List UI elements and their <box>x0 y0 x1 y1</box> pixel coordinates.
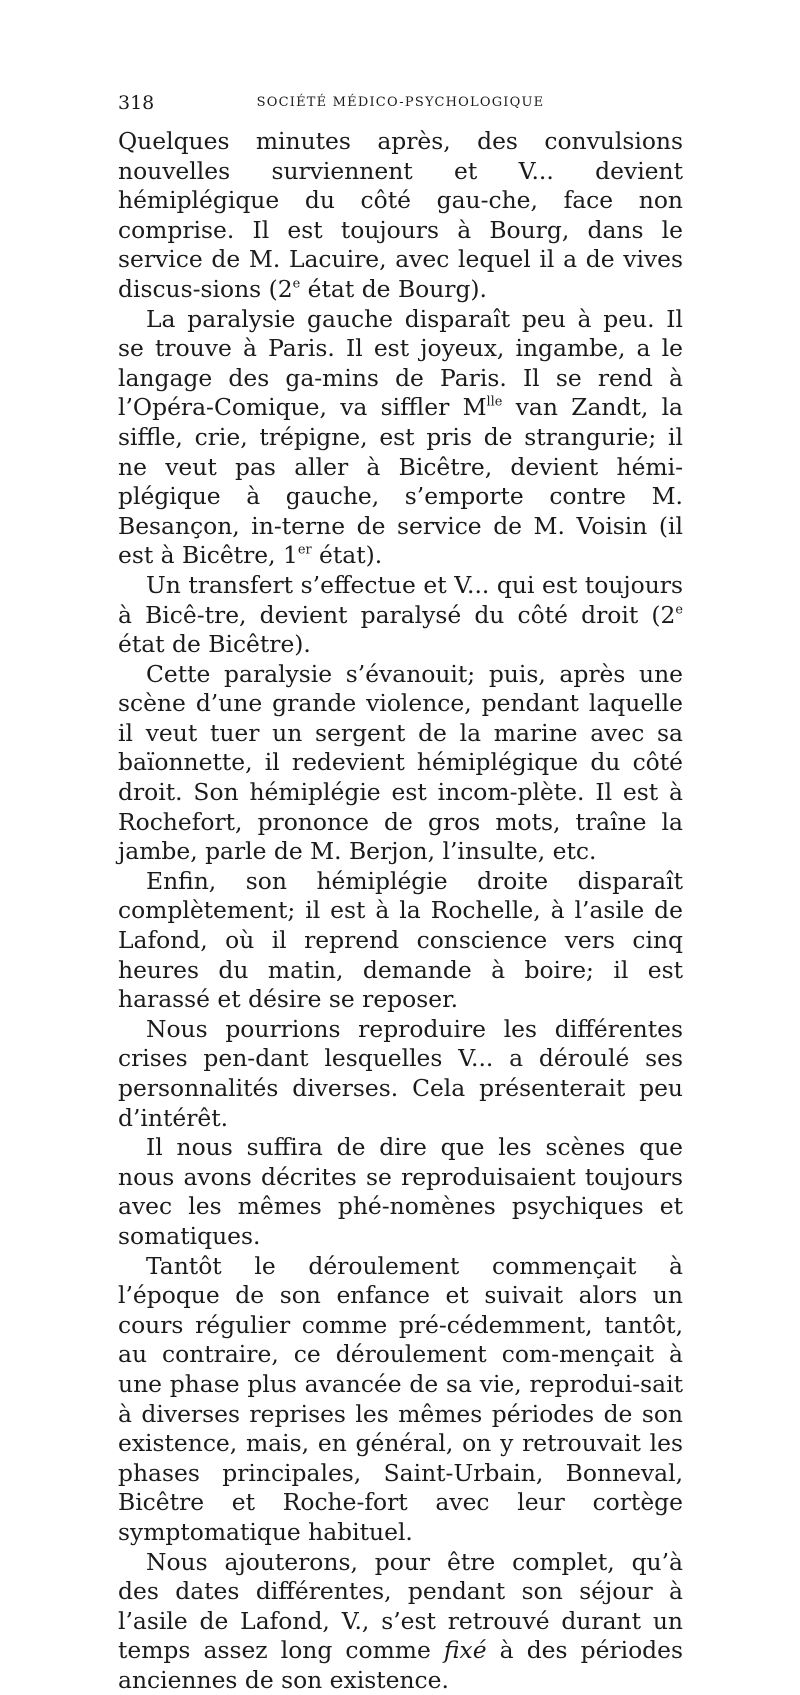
paragraph: Nous ajouterons, pour être complet, qu’à des dates différentes, pendant son séjour à l’asile de Lafond, V., s’est retrouvé durant un temps assez long comme fixé à des périodes anciennes de son existence. <box>118 1548 683 1695</box>
paragraph: Quelques minutes après, des convulsions nouvelles surviennent et V... devient hémiplégique du côté gau-che, face non comprise. Il est toujours à Bourg, dans le service de M. Lacuire, avec lequel il a de vives discus-sions (2e état de Bourg). <box>118 127 683 305</box>
body-text <box>118 127 683 1695</box>
page-header <box>118 92 683 120</box>
paragraph: Il nous suffira de dire que les scènes que nous avons décrites se reproduisaient toujours avec les mêmes phé-nomènes psychiques et somatiques. <box>118 1133 683 1251</box>
paragraph: Un transfert s’effectue et V... qui est toujours à Bicê-tre, devient paralysé du côté droit (2e état de Bicêtre). <box>118 571 683 660</box>
page-number: 318 <box>118 92 154 114</box>
paragraph: Nous pourrions reproduire les différentes crises pen-dant lesquelles V... a déroulé ses personnalités diverses. Cela présenterait peu d’intérêt. <box>118 1015 683 1133</box>
running-title: SOCIÉTÉ MÉDICO-PSYCHOLOGIQUE <box>118 95 683 110</box>
paragraph: Cette paralysie s’évanouit; puis, après une scène d’une grande violence, pendant laquelle il veut tuer un sergent de la marine avec sa baïonnette, il redevient hémiplégique du côté droit. Son hémiplégie est incom-plète. Il est à Rochefort, prononce de gros mots, traîne la jambe, parle de M. Berjon, l’insulte, etc. <box>118 660 683 867</box>
paragraph: Enfin, son hémiplégie droite disparaît complètement; il est à la Rochelle, à l’asile de Lafond, où il reprend conscience vers cinq heures du matin, demande à boire; il est harassé et désire se reposer. <box>118 867 683 1015</box>
paragraph: Tantôt le déroulement commençait à l’époque de son enfance et suivait alors un cours régulier comme pré-cédemment, tantôt, au contraire, ce déroulement com-mençait à une phase plus avancée de sa vie, reprodui-sait à diverses reprises les mêmes périodes de son existence, mais, en général, on y retrouvait les phases principales, Saint-Urbain, Bonneval, Bicêtre et Roche-fort avec leur cortège symptomatique habituel. <box>118 1252 683 1548</box>
paragraph: La paralysie gauche disparaît peu à peu. Il se trouve à Paris. Il est joyeux, ingambe, a le langage des ga-mins de Paris. Il se rend à l’Opéra-Comique, va siffler $M^{lle}$ van Zandt, la siffle, crie, trépigne, est pris de strangurie; il ne veut pas aller à Bicêtre, devient hémi-plégique à gauche, s’emporte contre M. Besançon, in-terne de service de M. Voisin (il est à Bicêtre, 1er état). <box>118 305 683 571</box>
